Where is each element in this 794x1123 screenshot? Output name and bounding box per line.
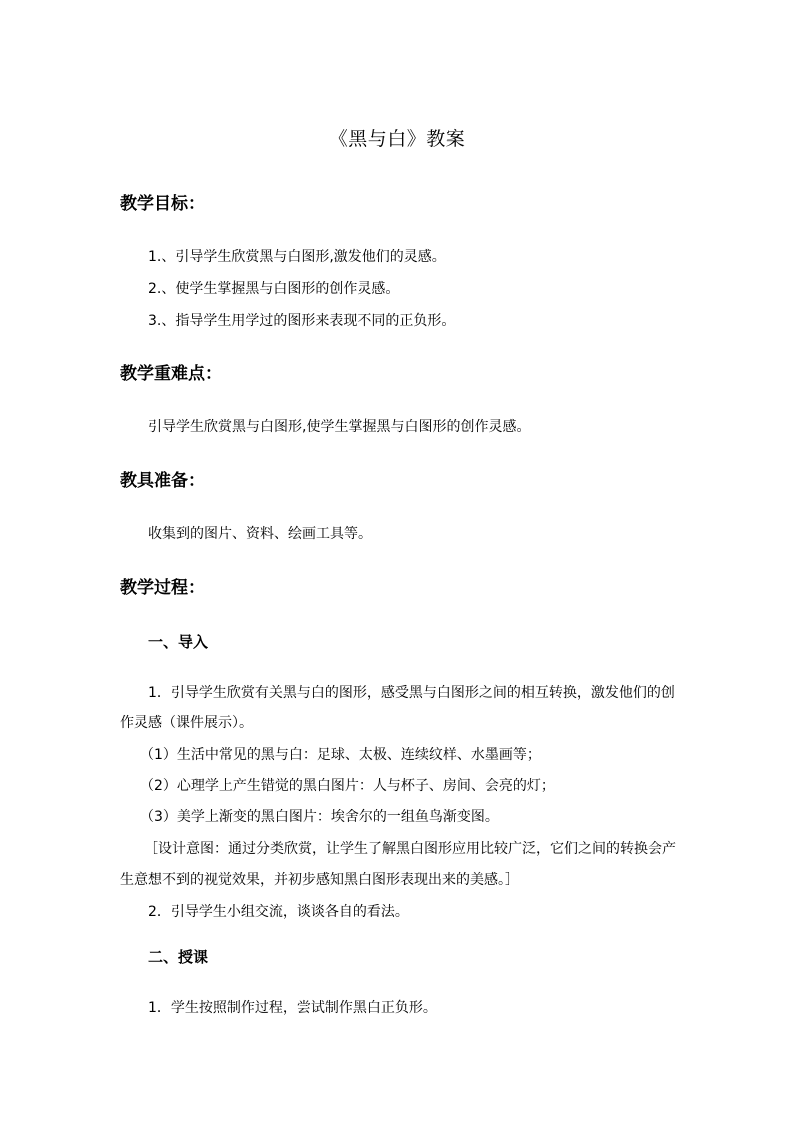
part1-heading: 一、导入: [148, 633, 209, 651]
part1-subitem-1: （1）生活中常见的黑与白：足球、太极、连续纹样、水墨画等；: [140, 747, 541, 763]
design-intent-line2: 生意想不到的视觉效果，并初步感知黑白图形表现出来的美感。］: [120, 872, 519, 888]
materials-heading: 教具准备：: [120, 471, 205, 491]
objective-item-2: 2.、使学生掌握黑与白图形的创作灵感。: [148, 281, 400, 297]
objective-item-1: 1.、引导学生欣赏黑与白图形,激发他们的灵感。: [148, 249, 446, 265]
process-heading: 教学过程：: [120, 578, 205, 598]
key-points-heading: 教学重难点：: [120, 364, 222, 384]
document-title: 《黑与白》教案: [328, 128, 466, 150]
objective-item-3: 3.、指导学生用学过的图形来表现不同的正负形。: [148, 313, 456, 329]
part1-paragraph2: 2．引导学生小组交流，谈谈各自的看法。: [148, 904, 409, 920]
part2-paragraph1: 1．学生按照制作过程，尝试制作黑白正负形。: [148, 1000, 437, 1016]
part1-paragraph1-line1: 1．引导学生欣赏有关黑与白的图形，感受黑与白图形之间的相互转换，激发他们的创: [148, 685, 675, 701]
key-points-text: 引导学生欣赏黑与白图形,使学生掌握黑与白图形的创作灵感。: [148, 419, 531, 435]
part1-subitem-2: （2）心理学上产生错觉的黑白图片：人与杯子、房间、会亮的灯；: [140, 778, 555, 794]
design-intent-line1: ［设计意图：通过分类欣赏，让学生了解黑白图形应用比较广泛，它们之间的转换会产: [144, 841, 676, 857]
part1-subitem-3: （3）美学上渐变的黑白图片：埃舍尔的一组鱼鸟渐变图。: [140, 809, 499, 825]
objectives-heading: 教学目标：: [120, 194, 205, 214]
materials-text: 收集到的图片、资料、绘画工具等。: [148, 526, 372, 542]
part1-paragraph1-line2: 作灵感（课件展示）。: [120, 715, 253, 731]
part2-heading: 二、授课: [148, 948, 209, 966]
